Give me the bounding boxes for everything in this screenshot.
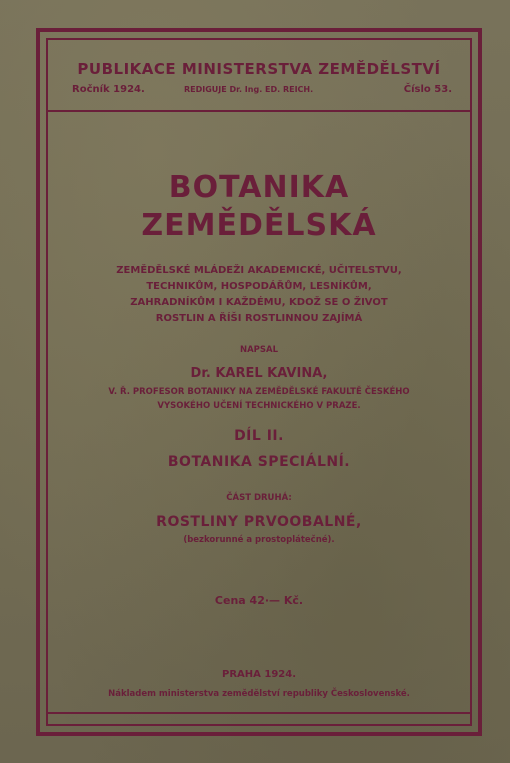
editor-credit: REDIGUJE Dr. Ing. ED. REICH. [184,85,314,94]
subpart-name: ROSTLINY PRVOOBALNÉ, [156,514,362,530]
book-title-line-2: ZEMĚDĚLSKÁ [141,208,377,243]
subpart-detail: (bezkorunné a prostoplátečné). [183,535,335,545]
series-title: PUBLIKACE MINISTERSTVA ZEMĚDĚLSTVÍ [77,60,441,78]
volume-part: DÍL II. [234,428,284,444]
dedication-line-4: ROSTLIN A ŘÍŠI ROSTLINNOU ZAJÍMÁ [155,313,363,324]
dedication-line-3: ZAHRADNÍKŮM I KAŽDÉMU, KDOŽ SE O ŽIVOT [130,297,388,308]
author-label: NAPSAL [239,345,279,355]
footer-divider [46,712,472,714]
inner-border [46,38,472,726]
volume-name: BOTANIKA SPECIÁLNÍ. [167,454,351,470]
book-title-line-1: BOTANIKA [168,170,350,205]
author-affiliation-2: VYSOKÉHO UČENÍ TECHNICKÉHO V PRAZE. [157,401,361,411]
volume-year: Ročník 1924. [72,84,145,95]
author-affiliation-1: V. Ř. PROFESOR BOTANIKY NA ZEMĚDĚLSKÉ FAKULTĚ ČESKÉHO [108,387,410,397]
price: Cena 42·— Kč. [214,594,304,607]
imprint-place-year: PRAHA 1924. [222,669,296,680]
subpart-label: ČÁST DRUHÁ: [226,493,292,503]
dedication-line-2: TECHNIKŮM, HOSPODÁŘŮM, LESNÍKŮM, [146,281,372,292]
imprint-publisher: Nákladem ministerstva zemědělství republiky Československé. [108,689,410,699]
author-name: Dr. KAREL KAVINA, [190,366,328,381]
dedication-line-1: ZEMĚDĚLSKÉ MLÁDEŽI AKADEMICKÉ, UČITELSTVU, [116,265,402,276]
issue-number: Číslo 53. [403,84,452,95]
header-divider [46,110,472,112]
